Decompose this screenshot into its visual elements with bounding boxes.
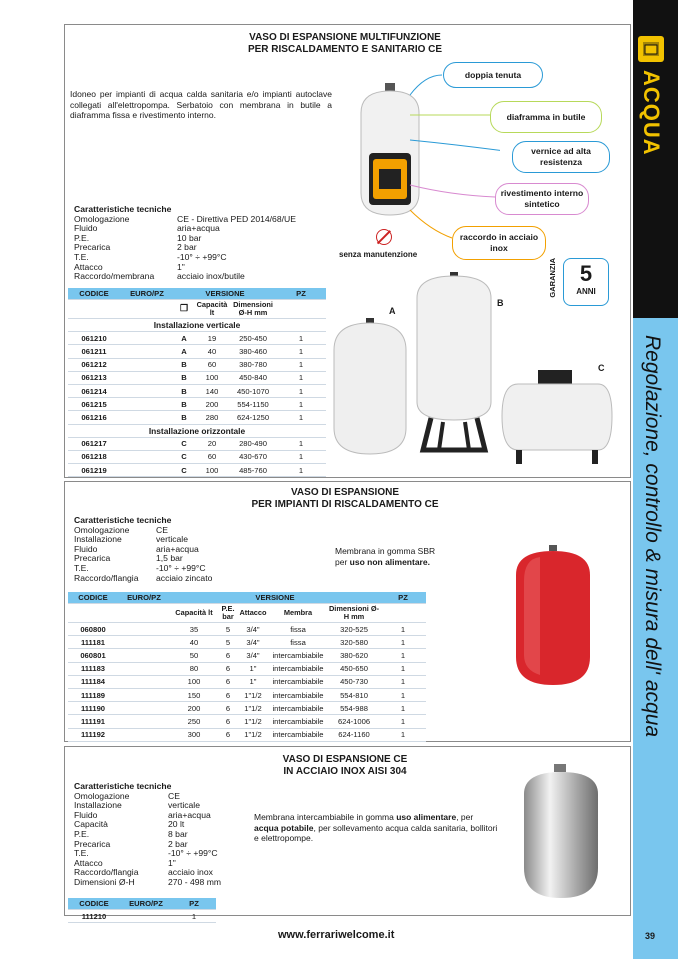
table-row — [68, 688, 426, 701]
col-header: EURO/PZ — [120, 898, 172, 910]
cell-code: 061214 — [68, 384, 120, 397]
cell-dimensions: 624-1160 — [328, 728, 380, 741]
spec-value: 20 lt — [168, 819, 185, 830]
note-bold: uso non alimentare. — [349, 556, 430, 567]
section1-description: Idoneo per impianti di acqua calda sanitaria e/o impianti autoclave collegati all'elettropompa. Serbatoio con membrana in butile a diaframma fissa e rivestimento interno. — [70, 89, 332, 120]
spec-value: aria+acqua — [177, 223, 220, 234]
cell-membrane: fissa — [268, 636, 328, 649]
cell-qty: 1 — [276, 358, 326, 371]
note-prefix: per — [335, 556, 350, 567]
spec-row — [74, 878, 221, 888]
table-row — [68, 371, 326, 384]
cell-code: 060800 — [68, 623, 118, 636]
cell-capacity: 60 — [194, 450, 230, 463]
cell-qty: 1 — [276, 398, 326, 411]
section3-title-line2: IN ACCIAIO INOX AISI 304 — [283, 766, 407, 777]
cell-pressure: 6 — [218, 702, 238, 715]
section-label: ACQUA — [639, 70, 664, 156]
red-tank-image — [510, 545, 596, 691]
cell-qty: 1 — [380, 728, 426, 741]
col-subheader: Dimensioni Ø-H mm — [230, 300, 276, 319]
cell-price — [120, 910, 172, 923]
cell-version: B — [174, 371, 194, 384]
col-header: PZ — [380, 592, 426, 604]
cell-version: C — [174, 464, 194, 477]
note-part3: , per sollevamento acqua calda sanitaria, bollitori e elettropompe. — [254, 822, 498, 843]
cell-code: 111192 — [68, 728, 118, 741]
spec-key: Fluido — [74, 543, 98, 554]
cell-code: 061216 — [68, 411, 120, 424]
note-bold1: uso alimentare — [396, 812, 457, 822]
cell-pressure: 6 — [218, 688, 238, 701]
cell-code: 111210 — [68, 910, 120, 923]
cell-qty: 1 — [276, 384, 326, 397]
table-row — [68, 636, 426, 649]
tank-b-image — [413, 272, 495, 454]
cell-code: 061210 — [68, 332, 120, 345]
section3-table — [68, 898, 216, 923]
col-subheader: P.E. bar — [218, 604, 238, 623]
no-maintenance-icon — [376, 229, 392, 245]
specs-title: Caratteristiche tecniche — [74, 515, 172, 525]
cell-qty: 1 — [276, 437, 326, 450]
cell-qty: 1 — [276, 345, 326, 358]
table-row — [68, 715, 426, 728]
cell-pressure: 5 — [218, 623, 238, 636]
no-maintenance-label: senza manutenzione — [339, 250, 418, 259]
cell-dimensions: 380-620 — [328, 649, 380, 662]
specs-title: Caratteristiche tecniche — [74, 781, 172, 791]
cell-connection: 3/4" — [238, 649, 268, 662]
group-header: Installazione orizzontale — [68, 424, 326, 437]
note-part2: , per — [456, 812, 474, 822]
tank-label-c: C — [598, 363, 605, 373]
section1-title-line1: VASO DI ESPANSIONE MULTIFUNZIONE — [249, 32, 441, 43]
section1-table — [68, 288, 326, 477]
cell-connection: 3/4" — [238, 636, 268, 649]
cell-connection: 1"1/2 — [238, 688, 268, 701]
cell-version: C — [174, 437, 194, 450]
cell-capacity: 200 — [194, 398, 230, 411]
cell-qty: 1 — [172, 910, 216, 923]
spec-key: Precarica — [74, 553, 111, 564]
warranty-label: GARANZIA — [548, 258, 557, 298]
col-header: VERSIONE — [174, 288, 276, 300]
note-bold2: acqua potabile — [254, 822, 314, 833]
cell-capacity: 280 — [194, 411, 230, 424]
cell-version: C — [174, 450, 194, 463]
table-row — [68, 332, 326, 345]
section3-title-line1: VASO DI ESPANSIONE CE — [282, 754, 408, 765]
cell-dimensions: 554-810 — [328, 688, 380, 701]
section3-title — [180, 754, 510, 778]
section3-specs — [74, 782, 221, 888]
cell-capacity: 19 — [194, 332, 230, 345]
section1-specs — [74, 205, 296, 282]
spec-value: 10 bar — [177, 232, 202, 243]
col-subheader: Attacco — [238, 604, 268, 623]
cell-capacity: 60 — [194, 358, 230, 371]
cell-membrane: fissa — [268, 623, 328, 636]
cell-qty: 1 — [276, 464, 326, 477]
col-subheader: Capacità lt — [170, 604, 218, 623]
cell-pressure: 6 — [218, 649, 238, 662]
spec-key: Omologazione — [74, 213, 130, 224]
cell-dimensions: 280-490 — [230, 437, 276, 450]
cell-qty: 1 — [380, 649, 426, 662]
specs-title: Caratteristiche tecniche — [74, 204, 172, 214]
table-row — [68, 464, 326, 477]
spec-value: 1,5 bar — [156, 553, 183, 564]
cell-dimensions: 554-988 — [328, 702, 380, 715]
spec-value: 8 bar — [168, 828, 188, 839]
col-header: VERSIONE — [170, 592, 380, 604]
spec-key: Precarica — [74, 242, 111, 253]
cell-capacity: 100 — [194, 464, 230, 477]
spec-value: acciaio inox/butile — [177, 271, 245, 282]
cell-dimensions: 320-525 — [328, 623, 380, 636]
tank-label-b: B — [497, 298, 504, 308]
spec-value: aria+acqua — [156, 543, 199, 554]
cell-dimensions: 485-760 — [230, 464, 276, 477]
cell-code: 061215 — [68, 398, 120, 411]
table-row — [68, 675, 426, 688]
section2-specs — [74, 516, 212, 583]
cell-capacity: 40 — [194, 345, 230, 358]
col-header: EURO/PZ — [120, 288, 174, 300]
cell-membrane: intercambiabile — [268, 728, 328, 741]
note-part1: Membrana intercambiabile in gomma — [254, 812, 397, 822]
cell-connection: 3/4" — [238, 623, 268, 636]
cell-dimensions: 450-650 — [328, 662, 380, 675]
cell-membrane: intercambiabile — [268, 715, 328, 728]
spec-row — [74, 820, 221, 830]
cell-qty: 1 — [380, 688, 426, 701]
warranty-unit: ANNI — [576, 287, 596, 296]
spec-key: Installazione — [74, 534, 122, 545]
spec-key: Omologazione — [74, 790, 130, 801]
col-header: EURO/PZ — [118, 592, 170, 604]
cell-pressure: 6 — [218, 715, 238, 728]
col-header: CODICE — [68, 592, 118, 604]
spec-key: Installazione — [74, 800, 122, 811]
section2-title-line2: PER IMPIANTI DI RISCALDAMENTO CE — [251, 499, 439, 510]
table-row — [68, 728, 426, 741]
spec-value: -10° ÷ +99°C — [168, 848, 218, 859]
section1-title — [180, 32, 510, 56]
spec-value: 1" — [168, 857, 176, 868]
cell-capacity: 250 — [170, 715, 218, 728]
col-header: CODICE — [68, 898, 120, 910]
spec-row — [74, 272, 296, 282]
tank-label-a: A — [389, 306, 396, 316]
cell-connection: 1"1/2 — [238, 728, 268, 741]
cell-capacity: 100 — [170, 675, 218, 688]
cell-dimensions: 450-730 — [328, 675, 380, 688]
table-row — [68, 411, 326, 424]
cell-version: B — [174, 398, 194, 411]
col-subheader: Dimensioni Ø-H mm — [328, 604, 380, 621]
cell-code: 111181 — [68, 636, 118, 649]
cell-qty: 1 — [276, 450, 326, 463]
cell-membrane: intercambiabile — [268, 649, 328, 662]
table-row — [68, 702, 426, 715]
cell-code: 061218 — [68, 450, 120, 463]
cell-pressure: 5 — [218, 636, 238, 649]
cell-qty: 1 — [380, 623, 426, 636]
cell-code: 061212 — [68, 358, 120, 371]
cell-connection: 1" — [238, 675, 268, 688]
table-row — [68, 384, 326, 397]
cell-code: 061211 — [68, 345, 120, 358]
cell-version: B — [174, 358, 194, 371]
cell-membrane: intercambiabile — [268, 688, 328, 701]
section2-table — [68, 592, 426, 742]
spec-value: 2 bar — [168, 838, 188, 849]
spec-key: Capacità — [74, 819, 108, 830]
spec-value: acciaio inox — [168, 867, 213, 878]
steel-tank-image — [518, 764, 604, 904]
spec-value: CE — [156, 524, 168, 535]
spec-value: -10° ÷ +99°C — [156, 562, 206, 573]
table-row — [68, 910, 216, 923]
cell-dimensions: 380-780 — [230, 358, 276, 371]
cell-membrane: intercambiabile — [268, 662, 328, 675]
spec-key: T.E. — [74, 251, 89, 262]
cell-dimensions: 624-1250 — [230, 411, 276, 424]
spec-key: T.E. — [74, 562, 89, 573]
cell-code: 061219 — [68, 464, 120, 477]
spec-value: CE — [168, 790, 180, 801]
section2-note — [335, 546, 485, 567]
cell-qty: 1 — [380, 702, 426, 715]
spec-value: -10° ÷ +99°C — [177, 251, 227, 262]
col-subheader: Capacità lt — [194, 300, 230, 319]
page-number: 39 — [645, 931, 656, 941]
cell-capacity: 100 — [194, 371, 230, 384]
spec-key: Fluido — [74, 809, 98, 820]
cell-code: 111183 — [68, 662, 118, 675]
cell-dimensions: 430-670 — [230, 450, 276, 463]
spec-key: Dimensioni Ø-H — [74, 876, 135, 887]
table-row — [68, 358, 326, 371]
cell-code: 111184 — [68, 675, 118, 688]
cell-version: B — [174, 411, 194, 424]
feature-steel-fitting: raccordo in acciaio inox — [452, 226, 546, 260]
spec-key: Attacco — [74, 261, 103, 272]
cell-code: 111190 — [68, 702, 118, 715]
section1-title-line2: PER RISCALDAMENTO E SANITARIO CE — [247, 44, 443, 55]
spec-key: T.E. — [74, 848, 89, 859]
cell-qty: 1 — [276, 332, 326, 345]
cell-membrane: intercambiabile — [268, 702, 328, 715]
cell-dimensions: 554-1150 — [230, 398, 276, 411]
spec-key: Fluido — [74, 223, 98, 234]
cell-code: 060801 — [68, 649, 118, 662]
spec-value: 2 bar — [177, 242, 197, 253]
table-row — [68, 345, 326, 358]
cell-capacity: 50 — [170, 649, 218, 662]
sidebar-subtitle: Regolazione, controllo & misura dell' acqua — [641, 335, 664, 738]
spec-value: verticale — [168, 800, 200, 811]
section3-note — [254, 812, 499, 844]
table-row — [68, 437, 326, 450]
table-row — [68, 662, 426, 675]
spec-value: 270 - 498 mm — [168, 876, 222, 887]
cell-version: A — [174, 332, 194, 345]
cell-pressure: 6 — [218, 728, 238, 741]
col-header: CODICE — [68, 288, 120, 300]
cell-capacity: 200 — [170, 702, 218, 715]
feature-butyl-diaphragm: diaframma in butile — [490, 101, 602, 133]
note-line1: Membrana in gomma SBR — [335, 546, 436, 556]
cell-dimensions: 250-450 — [230, 332, 276, 345]
spec-value: acciaio zincato — [156, 572, 213, 583]
spec-value: CE - Direttiva PED 2014/68/UE — [177, 213, 296, 224]
cell-capacity: 80 — [170, 662, 218, 675]
spec-value: aria+acqua — [168, 809, 211, 820]
cell-qty: 1 — [276, 371, 326, 384]
spec-key: Attacco — [74, 857, 103, 868]
footer-website[interactable]: www.ferrariwelcome.it — [278, 929, 395, 941]
spec-key: Omologazione — [74, 524, 130, 535]
warranty-years: 5 — [579, 261, 593, 286]
cell-pressure: 6 — [218, 662, 238, 675]
cell-dimensions: 450-840 — [230, 371, 276, 384]
spec-value: 1" — [177, 261, 185, 272]
table-row — [68, 450, 326, 463]
cell-qty: 1 — [276, 411, 326, 424]
cell-pressure: 6 — [218, 675, 238, 688]
cell-connection: 1"1/2 — [238, 702, 268, 715]
cell-version: A — [174, 345, 194, 358]
spec-key: P.E. — [74, 232, 90, 243]
cell-code: 061213 — [68, 371, 120, 384]
cell-capacity: 150 — [170, 688, 218, 701]
yellow-box-icon — [638, 36, 664, 62]
version-icon: ❐ — [174, 300, 194, 319]
spec-key: Raccordo/membrana — [74, 271, 155, 282]
section2-title-line1: VASO DI ESPANSIONE — [291, 487, 399, 498]
cell-qty: 1 — [380, 662, 426, 675]
table-row — [68, 623, 426, 636]
cell-connection: 1"1/2 — [238, 715, 268, 728]
spec-key: Raccordo/flangia — [74, 572, 139, 583]
cell-membrane: intercambiabile — [268, 675, 328, 688]
cell-dimensions: 450-1070 — [230, 384, 276, 397]
spec-key: Precarica — [74, 838, 111, 849]
tank-c-image — [498, 368, 618, 468]
col-header: PZ — [172, 898, 216, 910]
cell-capacity: 40 — [170, 636, 218, 649]
cell-dimensions: 624-1006 — [328, 715, 380, 728]
cell-version: B — [174, 384, 194, 397]
tank-a-image — [330, 318, 410, 460]
spec-key: Raccordo/flangia — [74, 867, 139, 878]
col-subheader: Membra — [268, 604, 328, 623]
cell-qty: 1 — [380, 636, 426, 649]
col-header: PZ — [276, 288, 326, 300]
spec-key: P.E. — [74, 828, 90, 839]
feature-double-seal: doppia tenuta — [443, 62, 543, 88]
table-row — [68, 649, 426, 662]
group-header: Installazione verticale — [68, 319, 326, 332]
spec-row — [74, 253, 296, 263]
spec-row — [74, 574, 212, 584]
section2-title — [180, 487, 510, 511]
warranty-badge — [563, 258, 609, 306]
cell-code: 111191 — [68, 715, 118, 728]
spec-value: verticale — [156, 534, 188, 545]
cell-qty: 1 — [380, 715, 426, 728]
cell-code: 061217 — [68, 437, 120, 450]
note-line2 — [335, 557, 485, 568]
cell-capacity: 140 — [194, 384, 230, 397]
feature-resistant-paint: vernice ad alta resistenza — [512, 141, 610, 173]
cell-qty: 1 — [380, 675, 426, 688]
cell-capacity: 300 — [170, 728, 218, 741]
cell-dimensions: 320-580 — [328, 636, 380, 649]
cell-capacity: 35 — [170, 623, 218, 636]
feature-synthetic-lining: rivestimento interno sintetico — [495, 183, 589, 215]
table-row — [68, 398, 326, 411]
cell-connection: 1" — [238, 662, 268, 675]
cell-dimensions: 380-460 — [230, 345, 276, 358]
cell-capacity: 20 — [194, 437, 230, 450]
cell-code: 111189 — [68, 688, 118, 701]
